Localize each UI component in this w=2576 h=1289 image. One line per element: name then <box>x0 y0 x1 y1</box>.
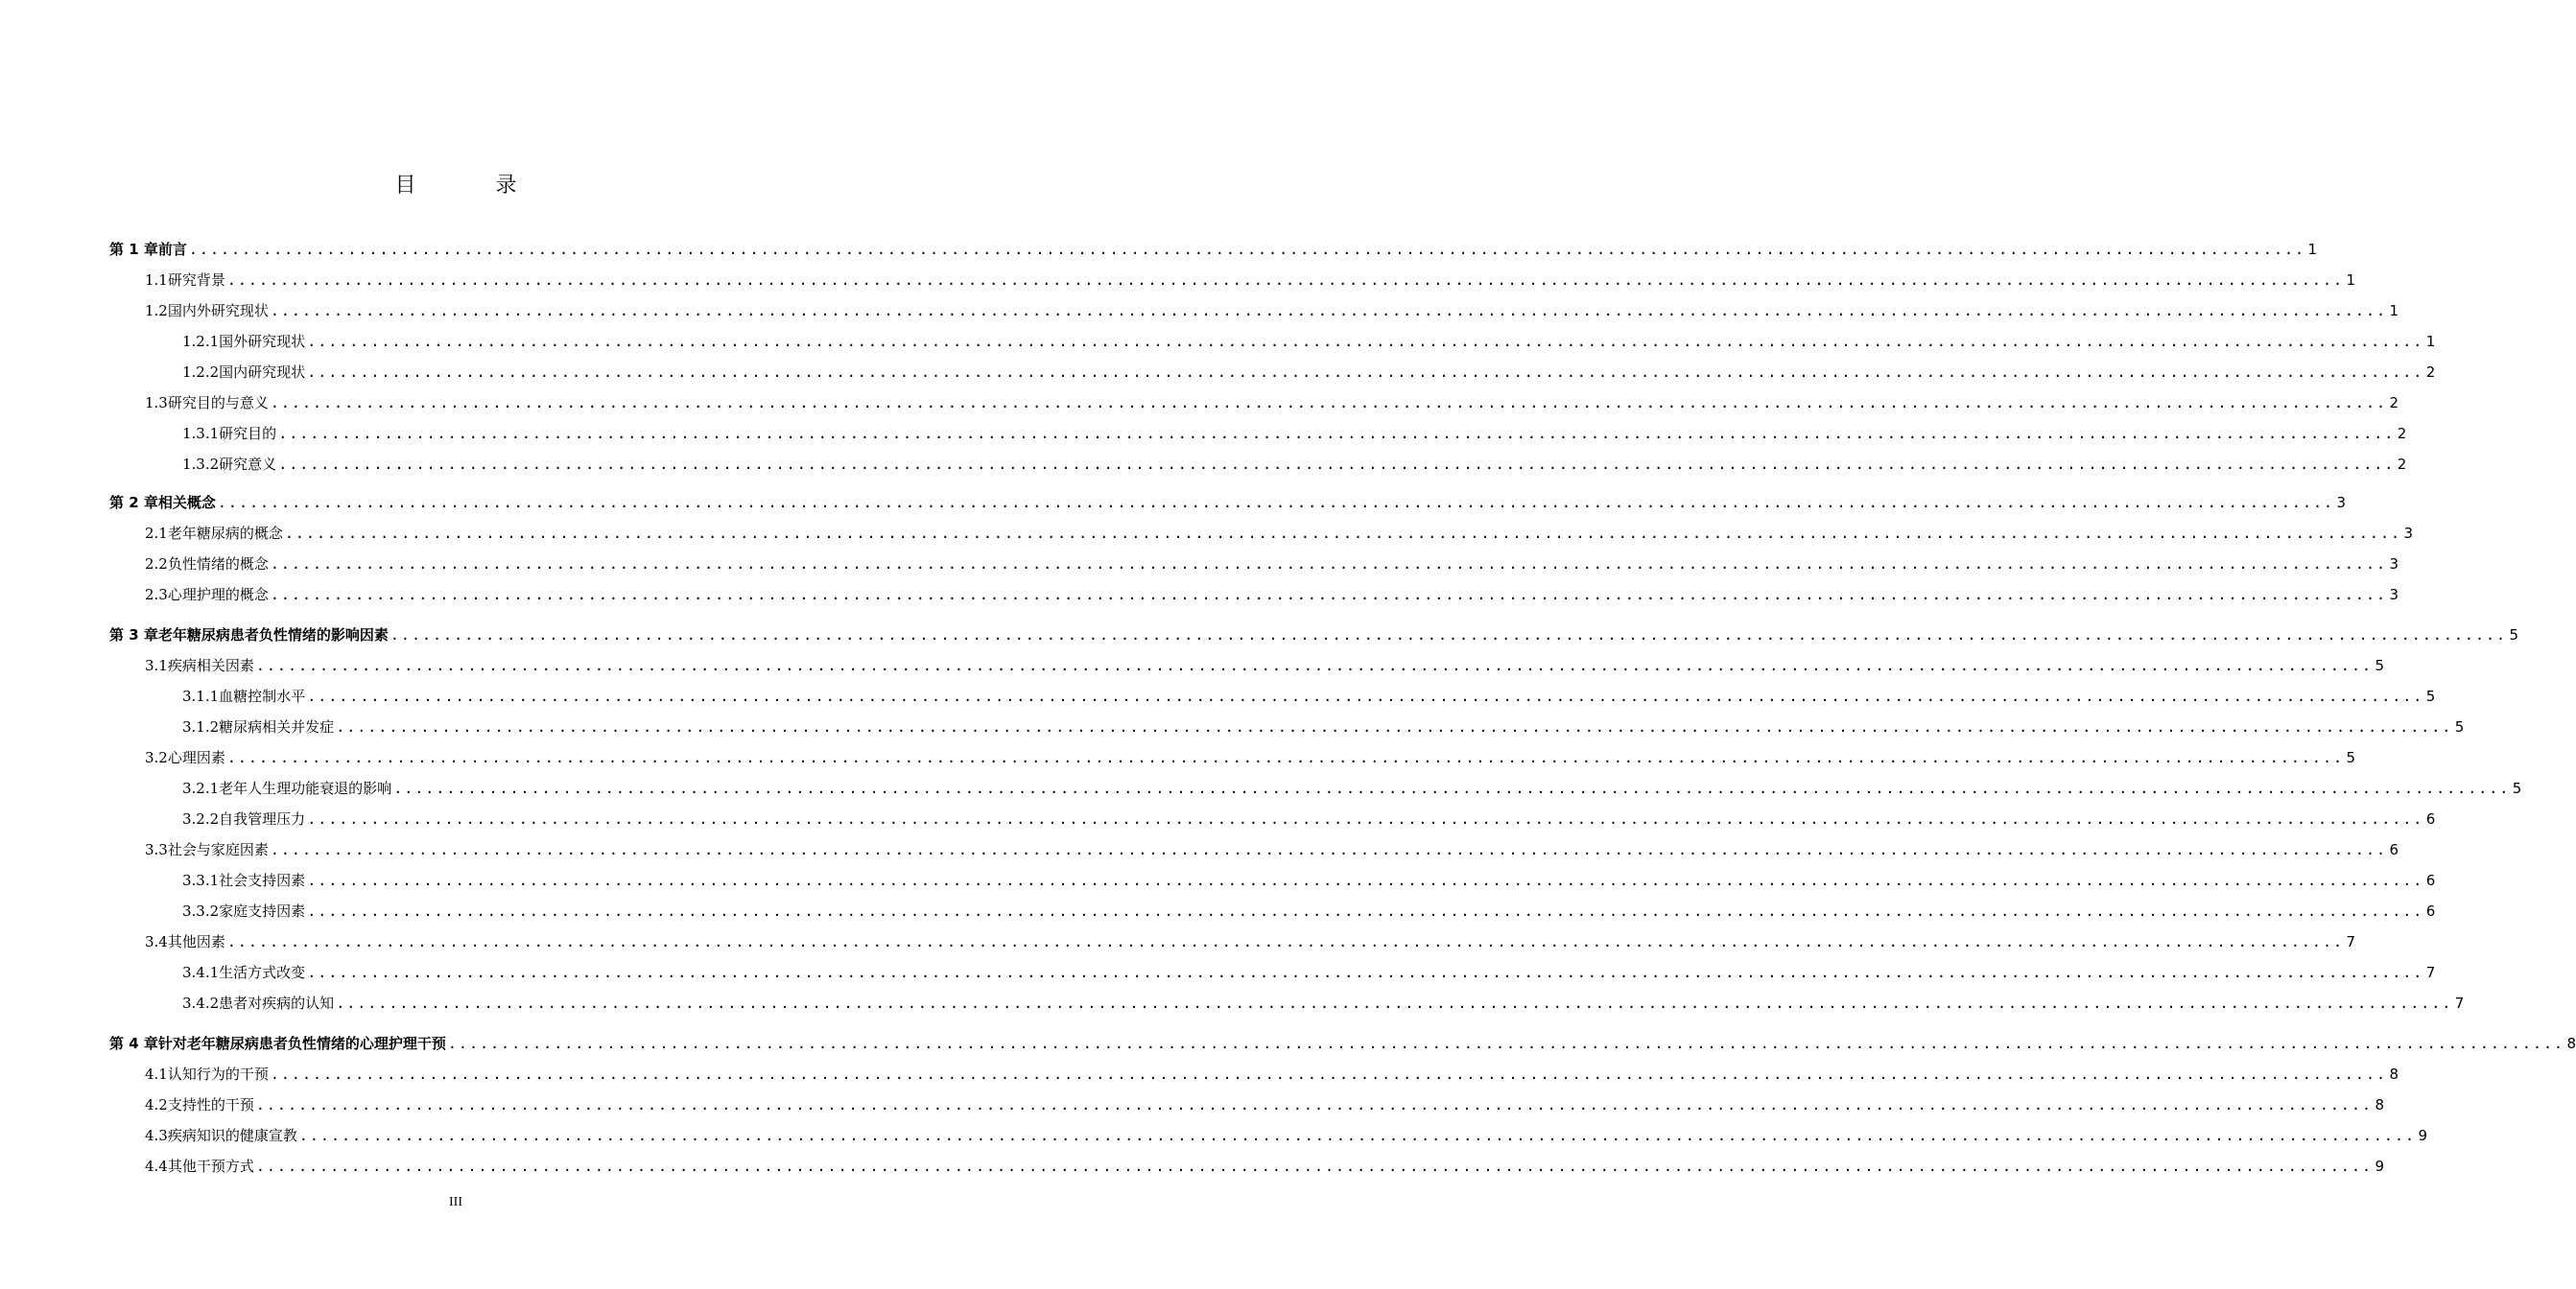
toc-entry-title: 老年人生理功能衰退的影响 <box>219 780 392 797</box>
toc-entry-title: 老年糖尿病的概念 <box>167 525 283 542</box>
toc-entry-title: 血糖控制水平 <box>219 688 306 705</box>
toc-entry[interactable] <box>0 522 2414 545</box>
toc-entry-title: 研究意义 <box>219 456 277 473</box>
toc-entry[interactable] <box>0 453 2407 476</box>
toc-entry-number: 3.2.2 <box>182 810 220 828</box>
toc-entry-title: 相关概念 <box>157 494 216 511</box>
toc-entry-number: 4.3 <box>145 1127 168 1144</box>
toc-entry[interactable] <box>0 808 2436 831</box>
toc-leader-dots: ........................................................................................................................................................................................................ <box>298 1127 2417 1144</box>
toc-entry-number: 4.4 <box>145 1158 168 1175</box>
toc-leader-dots: ........................................................................................................................................................................................................ <box>226 933 2345 950</box>
toc-leader-dots: ........................................................................................................................................................................................................ <box>270 394 2388 411</box>
toc-leader-dots: ........................................................................................................................................................................................................ <box>284 525 2402 542</box>
toc-entry-title: 其他因素 <box>167 933 225 950</box>
toc-entry-title: 国外研究现状 <box>219 333 306 350</box>
toc-leader-dots: ........................................................................................................................................................................................................ <box>270 1066 2388 1083</box>
toc-entry[interactable] <box>0 900 2436 923</box>
toc-entry-number: 3.4 <box>145 933 168 950</box>
toc-entry-title: 研究背景 <box>167 271 225 289</box>
page-title: 目 录 <box>394 174 554 198</box>
toc-entry[interactable] <box>0 961 2436 984</box>
toc-entry-title: 糖尿病相关并发症 <box>219 718 335 736</box>
toc-entry[interactable] <box>0 1155 2385 1178</box>
toc-leader-dots: ........................................................................................................................................................................................................ <box>226 271 2345 289</box>
toc-leader-dots: ........................................................................................................................................................................................................ <box>270 555 2388 573</box>
toc-entry[interactable] <box>0 1032 2576 1055</box>
toc-entry-page: 5 <box>2454 718 2465 736</box>
toc-entry[interactable] <box>0 746 2356 769</box>
toc-entry-page: 8 <box>2375 1096 2385 1113</box>
toc-entry[interactable] <box>0 623 2519 646</box>
toc-entry-page: 3 <box>2389 586 2399 603</box>
toc-leader-dots: ........................................................................................................................................................................................................ <box>255 657 2374 674</box>
toc-entry-number: 1.2.1 <box>182 333 220 350</box>
toc-entry-page: 7 <box>2454 995 2465 1012</box>
toc-leader-dots: ........................................................................................................................................................................................................ <box>307 363 2424 381</box>
toc-leader-dots: ........................................................................................................................................................................................................ <box>270 841 2388 858</box>
toc-entry-title: 患者对疾病的认知 <box>219 995 335 1012</box>
toc-leader-dots: ........................................................................................................................................................................................................ <box>255 1096 2374 1113</box>
toc-entry[interactable] <box>0 391 2399 414</box>
toc-leader-dots: ........................................................................................................................................................................................................ <box>217 494 2335 511</box>
toc-leader-dots: ........................................................................................................................................................................................................ <box>307 902 2424 920</box>
toc-entry[interactable] <box>0 930 2356 953</box>
toc-entry[interactable] <box>0 361 2436 384</box>
toc-leader-dots: ........................................................................................................................................................................................................ <box>270 302 2388 319</box>
toc-entry-page: 7 <box>2346 933 2356 950</box>
toc-leader-dots: ........................................................................................................................................................................................................ <box>390 626 2508 644</box>
toc-entry[interactable] <box>0 715 2465 738</box>
toc-entry[interactable] <box>0 869 2436 892</box>
toc-entry-number: 3.3.2 <box>182 902 220 920</box>
toc-entry-number: 3.3.1 <box>182 872 220 889</box>
toc-entry[interactable] <box>0 992 2465 1015</box>
toc-entry-title: 老年糖尿病患者负性情绪的影响因素 <box>157 626 389 644</box>
toc-entry-number: 2.2 <box>145 555 168 573</box>
toc-entry-title: 家庭支持因素 <box>219 902 306 920</box>
toc-entry-title: 负性情绪的概念 <box>167 555 269 573</box>
toc-entry-number: 1.3.2 <box>182 456 220 473</box>
toc-entry-page: 2 <box>2425 363 2436 381</box>
toc-entry-page: 3 <box>2403 525 2414 542</box>
toc-entry-page: 9 <box>2375 1158 2385 1175</box>
toc-entry-number: 3.1.2 <box>182 718 220 736</box>
toc-leader-dots: ........................................................................................................................................................................................................ <box>336 718 2453 736</box>
toc-entry-page: 5 <box>2512 780 2522 797</box>
toc-entry-number: 1.3.1 <box>182 425 220 442</box>
toc-entry-page: 6 <box>2425 902 2436 920</box>
toc-leader-dots: ........................................................................................................................................................................................................ <box>336 995 2453 1012</box>
toc-entry-number: 第 4 章 <box>109 1035 158 1052</box>
toc-entry-page: 1 <box>2389 302 2399 319</box>
toc-entry-page: 8 <box>2566 1035 2576 1052</box>
toc-entry-number: 4.1 <box>145 1066 168 1083</box>
toc-leader-dots: ........................................................................................................................................................................................................ <box>307 964 2424 981</box>
toc-entry-page: 6 <box>2425 872 2436 889</box>
toc-entry[interactable] <box>0 685 2436 708</box>
toc-entry-title: 疾病相关因素 <box>167 657 254 674</box>
toc-entry-number: 3.4.2 <box>182 995 220 1012</box>
toc-entry-number: 2.3 <box>145 586 168 603</box>
toc-entry-number: 3.2 <box>145 749 168 766</box>
toc-entry-number: 1.2.2 <box>182 363 220 381</box>
toc-entry-page: 3 <box>2336 494 2347 511</box>
toc-leader-dots: ........................................................................................................................................................................................................ <box>307 872 2424 889</box>
toc-entry-page: 1 <box>2346 271 2356 289</box>
toc-leader-dots: ........................................................................................................................................................................................................ <box>278 425 2396 442</box>
toc-entry[interactable] <box>0 1124 2428 1147</box>
toc-entry[interactable] <box>0 1093 2385 1116</box>
toc-leader-dots: ........................................................................................................................................................................................................ <box>307 688 2424 705</box>
toc-entry-number: 3.3 <box>145 841 168 858</box>
toc-entry-page: 5 <box>2346 749 2356 766</box>
toc-entry[interactable] <box>0 583 2399 606</box>
toc-entry-title: 认知行为的干预 <box>167 1066 269 1083</box>
toc-entry-title: 支持性的干预 <box>167 1096 254 1113</box>
toc-entry-title: 心理因素 <box>167 749 225 766</box>
toc-entry[interactable] <box>0 422 2407 445</box>
toc-entry-page: 1 <box>2425 333 2436 350</box>
toc-entry-page: 2 <box>2389 394 2399 411</box>
toc-entry-number: 3.4.1 <box>182 964 220 981</box>
toc-leader-dots: ........................................................................................................................................................................................................ <box>255 1158 2374 1175</box>
toc-entry-page: 7 <box>2425 964 2436 981</box>
toc-entry-page: 6 <box>2389 841 2399 858</box>
toc-entry[interactable] <box>0 491 2347 514</box>
toc-entry-page: 8 <box>2389 1066 2399 1083</box>
toc-entry[interactable] <box>0 654 2385 677</box>
toc-entry-number: 4.2 <box>145 1096 168 1113</box>
toc-leader-dots: ........................................................................................................................................................................................................ <box>270 586 2388 603</box>
toc-entry-page: 9 <box>2418 1127 2428 1144</box>
toc-entry-title: 研究目的与意义 <box>167 394 269 411</box>
toc-entry-title: 自我管理压力 <box>219 810 306 828</box>
toc-entry[interactable] <box>0 552 2399 575</box>
toc-entry[interactable] <box>0 777 2522 800</box>
toc-entry-title: 国内研究现状 <box>219 363 306 381</box>
toc-leader-dots: ........................................................................................................................................................................................................ <box>188 241 2306 258</box>
toc-leader-dots: ........................................................................................................................................................................................................ <box>307 810 2424 828</box>
toc-entry-number: 1.2 <box>145 302 168 319</box>
toc-entry-page: 3 <box>2389 555 2399 573</box>
toc-entry-title: 前言 <box>157 241 187 258</box>
toc-entry-number: 2.1 <box>145 525 168 542</box>
toc-entry-number: 3.2.1 <box>182 780 220 797</box>
toc-entry[interactable] <box>0 1063 2399 1086</box>
toc-leader-dots: ........................................................................................................................................................................................................ <box>447 1035 2565 1052</box>
toc-leader-dots: ........................................................................................................................................................................................................ <box>307 333 2424 350</box>
toc-entry-page: 2 <box>2397 456 2407 473</box>
toc-leader-dots: ........................................................................................................................................................................................................ <box>278 456 2396 473</box>
toc-entry-page: 5 <box>2375 657 2385 674</box>
toc-entry-number: 1.1 <box>145 271 168 289</box>
toc-entry[interactable] <box>0 838 2399 861</box>
toc-leader-dots: ........................................................................................................................................................................................................ <box>393 780 2511 797</box>
toc-entry-number: 3.1.1 <box>182 688 220 705</box>
toc-entry-title: 针对老年糖尿病患者负性情绪的心理护理干预 <box>157 1035 446 1052</box>
toc-entry-title: 疾病知识的健康宣教 <box>167 1127 297 1144</box>
toc-entry-number: 第 2 章 <box>109 494 158 511</box>
toc-entry-title: 其他干预方式 <box>167 1158 254 1175</box>
toc-entry-title: 社会与家庭因素 <box>167 841 269 858</box>
toc-entry[interactable] <box>0 299 2399 322</box>
toc-entry-page: 5 <box>2509 626 2519 644</box>
toc-entry-number: 3.1 <box>145 657 168 674</box>
toc-entry-page: 2 <box>2397 425 2407 442</box>
toc-entry-title: 国内外研究现状 <box>167 302 269 319</box>
toc-entry[interactable] <box>0 238 2318 261</box>
toc-entry-title: 心理护理的概念 <box>167 586 269 603</box>
toc-entry-number: 第 3 章 <box>109 626 158 644</box>
page-number-footer: III <box>449 1195 462 1209</box>
toc-entry-number: 1.3 <box>145 394 168 411</box>
toc-entry-number: 第 1 章 <box>109 241 158 258</box>
toc-entry-title: 研究目的 <box>219 425 277 442</box>
toc-entry-page: 6 <box>2425 810 2436 828</box>
toc-entry-page: 1 <box>2307 241 2318 258</box>
toc-entry-title: 生活方式改变 <box>219 964 306 981</box>
toc-entry[interactable] <box>0 269 2356 292</box>
toc-entry-page: 5 <box>2425 688 2436 705</box>
toc-leader-dots: ........................................................................................................................................................................................................ <box>226 749 2345 766</box>
toc-entry[interactable] <box>0 330 2436 353</box>
toc-entry-title: 社会支持因素 <box>219 872 306 889</box>
